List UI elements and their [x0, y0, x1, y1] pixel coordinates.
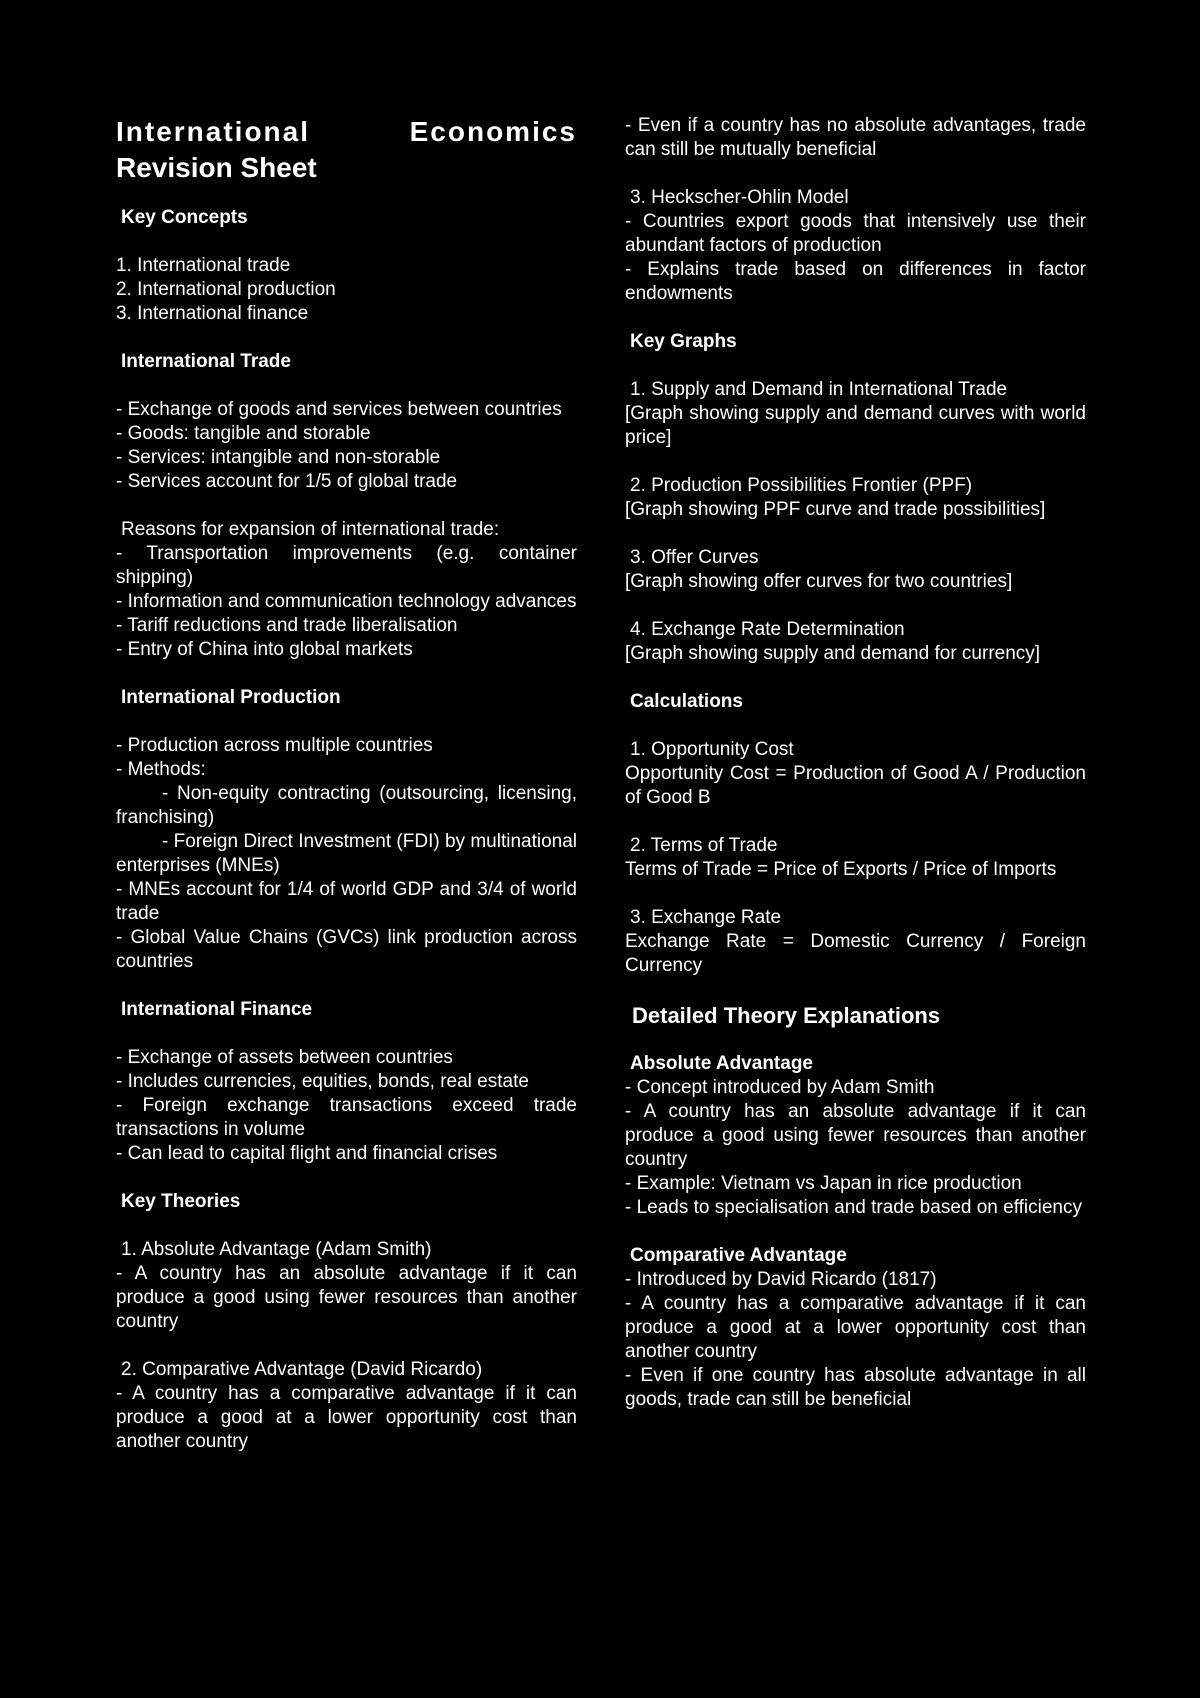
trade-reasons-heading: Reasons for expansion of international trade: [121, 519, 500, 540]
absolute-advantage-line: - Leads to specialisation and trade based on efficiency [625, 1197, 1083, 1218]
trade-services-share: - Services account for 1/5 of global trade [116, 471, 458, 492]
calculation-title: 3. Exchange Rate [630, 907, 782, 928]
production-gvcs: - Global Value Chains (GVCs) link production across countries [116, 927, 577, 972]
detailed-theory-heading: Detailed Theory Explanations [632, 1003, 941, 1028]
right-column [625, 114, 1086, 1412]
trade-services: - Services: intangible and non-storable [116, 447, 441, 468]
trade-reason: - Information and communication technology advances [116, 591, 577, 612]
calculations-heading: Calculations [630, 691, 743, 712]
comparative-advantage-line: - Introduced by David Ricardo (1817) [625, 1269, 937, 1290]
graph-title: 1. Supply and Demand in International Trade [630, 379, 1008, 400]
graph-title: 4. Exchange Rate Determination [630, 619, 905, 640]
key-graphs-heading: Key Graphs [630, 331, 737, 352]
trade-reason: - Entry of China into global markets [116, 639, 413, 660]
theory-body: - Explains trade based on differences in factor endowments [625, 259, 1086, 304]
finance-line: - Includes currencies, equities, bonds, real estate [116, 1071, 529, 1092]
theory-title: 2. Comparative Advantage (David Ricardo) [121, 1359, 483, 1380]
title-word-1: International [116, 116, 311, 147]
absolute-advantage-line: - Concept introduced by Adam Smith [625, 1077, 935, 1098]
title-line-2: Revision Sheet [116, 152, 317, 183]
title-word-2: Economics [409, 116, 577, 147]
theory-body: - A country has an absolute advantage if it can produce a good using fewer resources than another country [116, 1263, 577, 1332]
absolute-advantage-line: - Example: Vietnam vs Japan in rice production [625, 1173, 1022, 1194]
trade-definition: - Exchange of goods and services between countries [116, 399, 562, 420]
comparative-advantage-line: - A country has a comparative advantage if it can produce a good at a lower opportunity cost than another country [625, 1293, 1086, 1362]
graph-description: [Graph showing offer curves for two countries] [625, 571, 1013, 592]
production-method: - Non-equity contracting (outsourcing, licensing, franchising) [116, 783, 577, 828]
international-production-heading: International Production [121, 687, 341, 708]
international-finance-heading: International Finance [121, 999, 313, 1020]
theory-body: - Countries export goods that intensively use their abundant factors of production [625, 211, 1086, 256]
comparative-advantage-line: - Even if one country has absolute advantage in all goods, trade can still be beneficial [625, 1365, 1086, 1410]
trade-goods: - Goods: tangible and storable [116, 423, 371, 444]
calculation-formula: Opportunity Cost = Production of Good A / Production of Good B [625, 763, 1086, 808]
theory-title: 3. Heckscher-Ohlin Model [630, 187, 849, 208]
graph-description: [Graph showing supply and demand for currency] [625, 643, 1041, 664]
production-line: - Production across multiple countries [116, 735, 433, 756]
finance-line: - Foreign exchange transactions exceed trade transactions in volume [116, 1095, 577, 1140]
comparative-advantage-heading: Comparative Advantage [630, 1245, 847, 1266]
key-theories-heading: Key Theories [121, 1191, 241, 1212]
absolute-advantage-line: - A country has an absolute advantage if it can produce a good using fewer resources than another country [625, 1101, 1086, 1170]
international-trade-heading: International Trade [121, 351, 291, 372]
key-concept-item: 3. International finance [116, 303, 309, 324]
production-methods: - Methods: [116, 759, 206, 780]
calculation-formula: Exchange Rate = Domestic Currency / Foreign Currency [625, 931, 1086, 976]
key-concept-item: 1. International trade [116, 255, 291, 276]
theory-body: - A country has a comparative advantage if it can produce a good at a lower opportunity cost than another country [116, 1383, 577, 1452]
production-mnes: - MNEs account for 1/4 of world GDP and 3/4 of world trade [116, 879, 577, 924]
calculation-formula: Terms of Trade = Price of Exports / Price of Imports [625, 859, 1057, 880]
calculation-title: 2. Terms of Trade [630, 835, 778, 856]
page-title [116, 114, 577, 186]
trade-reason: - Tariff reductions and trade liberalisation [116, 615, 458, 636]
finance-line: - Exchange of assets between countries [116, 1047, 453, 1068]
absolute-advantage-heading: Absolute Advantage [630, 1053, 813, 1074]
key-concepts-heading: Key Concepts [121, 207, 248, 228]
theory-body: - Even if a country has no absolute advantages, trade can still be mutually beneficial [625, 115, 1086, 160]
graph-description: [Graph showing PPF curve and trade possibilities] [625, 499, 1046, 520]
graph-title: 2. Production Possibilities Frontier (PPF) [630, 475, 973, 496]
trade-reason: - Transportation improvements (e.g. container shipping) [116, 543, 577, 588]
left-column [116, 114, 577, 1454]
finance-line: - Can lead to capital flight and financial crises [116, 1143, 498, 1164]
calculation-title: 1. Opportunity Cost [630, 739, 794, 760]
theory-title: 1. Absolute Advantage (Adam Smith) [121, 1239, 432, 1260]
production-method: - Foreign Direct Investment (FDI) by multinational enterprises (MNEs) [116, 831, 577, 876]
graph-description: [Graph showing supply and demand curves with world price] [625, 403, 1086, 448]
key-concept-item: 2. International production [116, 279, 336, 300]
graph-title: 3. Offer Curves [630, 547, 759, 568]
